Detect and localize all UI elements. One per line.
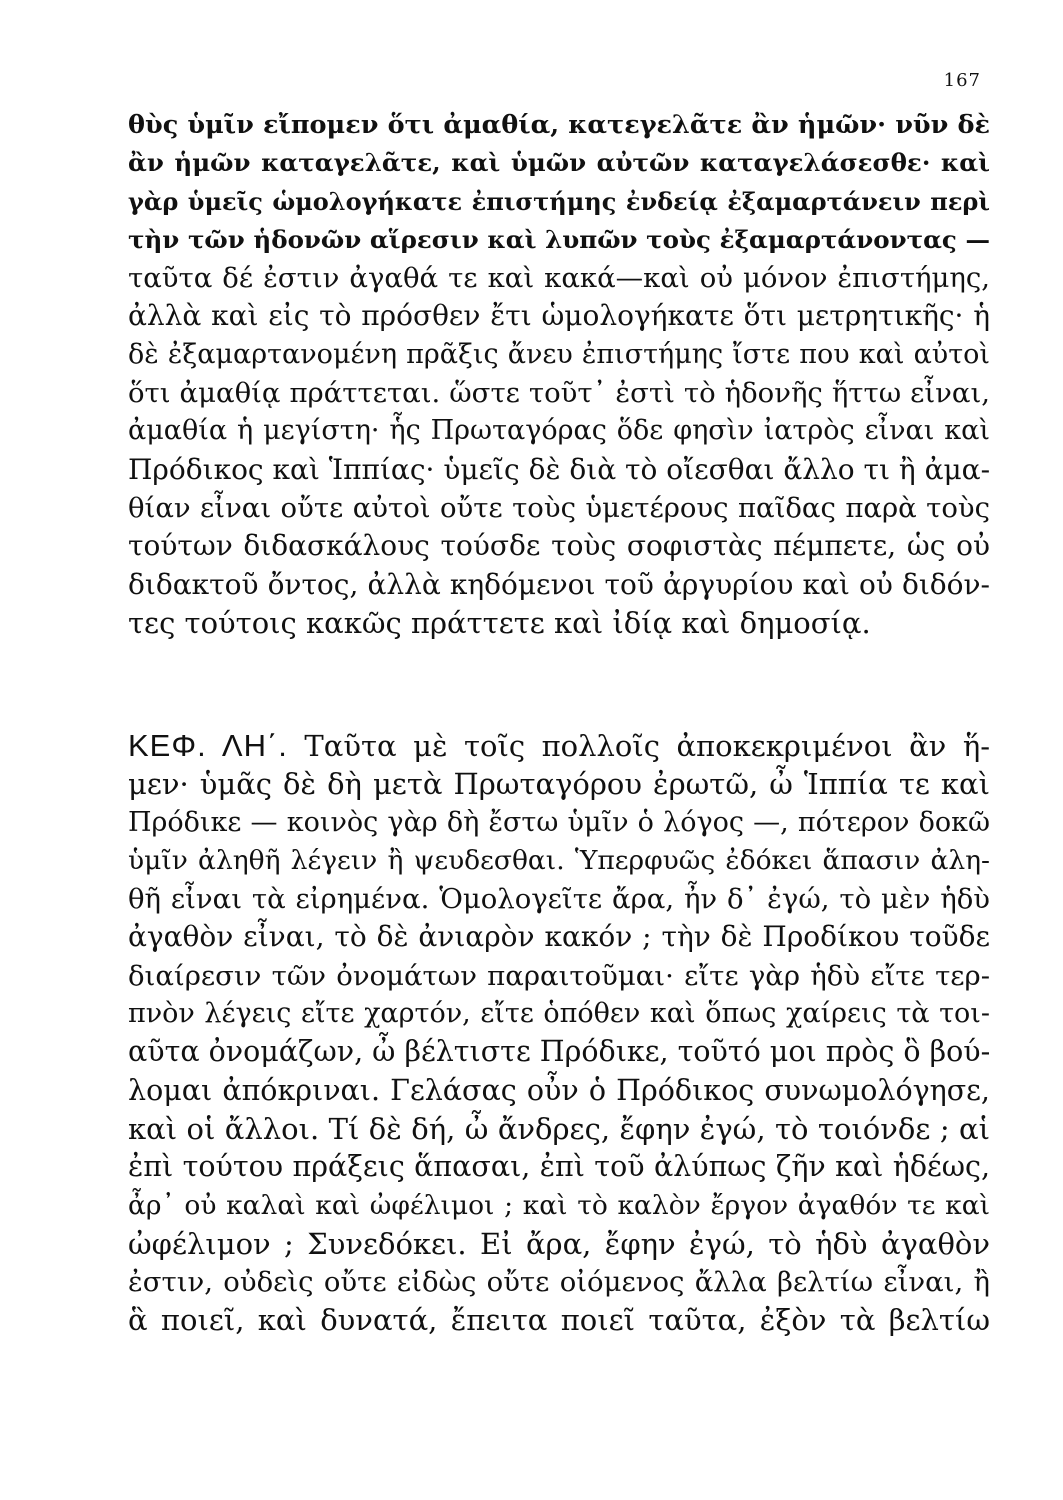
- text-line: τὴν τῶν ἡδονῶν αἵρεσιν καὶ λυπῶν τοὺς ἐξαμαρτάνοντας —: [128, 224, 990, 254]
- text-line: ἀγαθὸν εἶναι, τὸ δὲ ἀνιαρὸν κακόν ; τὴν δὲ Προδίκου τοῦδε: [128, 920, 990, 954]
- text-line: ἂν ἡμῶν καταγελᾶτε, καὶ ὑμῶν αὐτῶν καταγελάσεσθε· καὶ: [128, 148, 990, 178]
- text-line: ἀλλὰ καὶ εἰς τὸ πρόσθεν ἔτι ὡμολογήκατε ὅτι μετρητικῆς· ἡ: [128, 299, 990, 333]
- paragraph-2-lines: [128, 765, 990, 1339]
- paragraph-2-first-line: [128, 727, 990, 765]
- text-line: μεν· ὑμᾶς δὲ δὴ μετὰ Πρωταγόρου ἐρωτῶ, ὦ Ἱππία τε καὶ: [128, 767, 990, 802]
- paragraph-1: [128, 106, 990, 642]
- text-line: θῆ εἶναι τὰ εἰρημένα. Ὁμολογεῖτε ἄρα, ἦν δ᾽ ἐγώ, τὸ μὲν ἡδὺ: [128, 883, 990, 916]
- text-line: γὰρ ὑμεῖς ὡμολογήκατε ἐπιστήμης ἐνδείᾳ ἐξαμαρτάνειν περὶ: [128, 186, 990, 216]
- text-line: λομαι ἀπόκριναι. Γελάσας οὖν ὁ Πρόδικος συνωμολόγησε,: [128, 1073, 990, 1107]
- text-line: καὶ οἱ ἄλλοι. Τί δὲ δή, ὦ ἄνδρες, ἔφην ἐγώ, τὸ τοιόνδε ; αἱ: [128, 1111, 990, 1146]
- text-line: δὲ ἐξαμαρτανομένη πρᾶξις ἄνευ ἐπιστήμης ἴστε που καὶ αὐτοὶ: [128, 338, 990, 370]
- text-line: ταῦτα δέ ἐστιν ἀγαθά τε καὶ κακά—καὶ οὐ μόνον ἐπιστήμης,: [128, 262, 990, 295]
- text-line: πνὸν λέγεις εἴτε χαρτόν, εἴτε ὁπόθεν καὶ ὅπως χαίρεις τὰ τοι-: [128, 998, 990, 1030]
- text-line: Πρόδικε — κοινὸς γὰρ δὴ ἔστω ὑμῖν ὁ λόγος —, πότερον δοκῶ: [128, 806, 990, 838]
- page-number: 167: [943, 70, 981, 91]
- text-line: ἐστιν, οὐδεὶς οὔτε εἰδὼς οὔτε οἰόμενος ἄλλα βελτίω εἶναι, ἢ: [128, 1266, 990, 1299]
- text-line: αῦτα ὀνομάζων, ὦ βέλτιστε Πρόδικε, τοῦτό μοι πρὸς ὃ βού-: [128, 1035, 991, 1069]
- text-line: ὅτι ἀμαθίᾳ πράττεται. ὥστε τοῦτ᾽ ἐστὶ τὸ ἡδονῆς ἥττω εἶναι,: [128, 377, 990, 410]
- text-line: θὺς ὑμῖν εἴπομεν ὅτι ἀμαθία, κατεγελᾶτε ἂν ἡμῶν· νῦν δὲ: [128, 110, 990, 140]
- text-line: ἀμαθία ἡ μεγίστη· ἧς Πρωταγόρας ὅδε φησὶν ἰατρὸς εἶναι καὶ: [128, 415, 990, 447]
- text-line: Πρόδικος καὶ Ἱππίας· ὑμεῖς δὲ διὰ τὸ οἴεσθαι ἄλλο τι ἢ ἀμα-: [128, 452, 991, 486]
- paragraph-2: [128, 727, 990, 1340]
- text-line: ἆρ᾽ οὐ καλαὶ καὶ ὠφέλιμοι ; καὶ τὸ καλὸν ἔργον ἀγαθόν τε καὶ: [128, 1189, 990, 1221]
- chapter-heading: ΚΕΦ. ΛΗ΄.: [128, 728, 288, 763]
- text-line: ὠφέλιμον ; Συνεδόκει. Εἰ ἄρα, ἔφην ἐγώ, τὸ ἡδὺ ἀγαθὸν: [128, 1226, 990, 1261]
- text-line: ἐπὶ τούτου πράξεις ἅπασαι, ἐπὶ τοῦ ἀλύπως ζῆν καὶ ἡδέως,: [128, 1150, 990, 1184]
- text-line: ἃ ποιεῖ, καὶ δυνατά, ἔπειτα ποιεῖ ταῦτα, ἐξὸν τὰ βελτίω: [128, 1303, 990, 1338]
- text-line: διδακτοῦ ὄντος, ἀλλὰ κηδόμενοι τοῦ ἀργυρίου καὶ οὐ διδόν-: [128, 567, 990, 601]
- paragraph-2-first-line-text: Ταῦτα μὲ τοῖς πολλοῖς ἀποκεκριμένοι ἂν ἥ-: [304, 729, 990, 763]
- text-line: τούτων διδασκάλους τούσδε τοὺς σοφιστὰς πέμπετε, ὡς οὐ: [128, 529, 990, 563]
- text-line: θίαν εἶναι οὔτε αὐτοὶ οὔτε τοὺς ὑμετέρους παῖδας παρὰ τοὺς: [128, 491, 990, 524]
- text-line: διαίρεσιν τῶν ὀνομάτων παραιτοῦμαι· εἴτε γὰρ ἡδὺ εἴτε τερ-: [128, 959, 990, 992]
- text-line: ὑμῖν ἀληθῆ λέγειν ἢ ψευδεσθαι. Ὑπερφυῶς ἐδόκει ἅπασιν ἀλη-: [128, 844, 990, 876]
- text-line: τες τούτοις κακῶς πράττετε καὶ ἰδίᾳ καὶ δημοσίᾳ.: [128, 605, 871, 640]
